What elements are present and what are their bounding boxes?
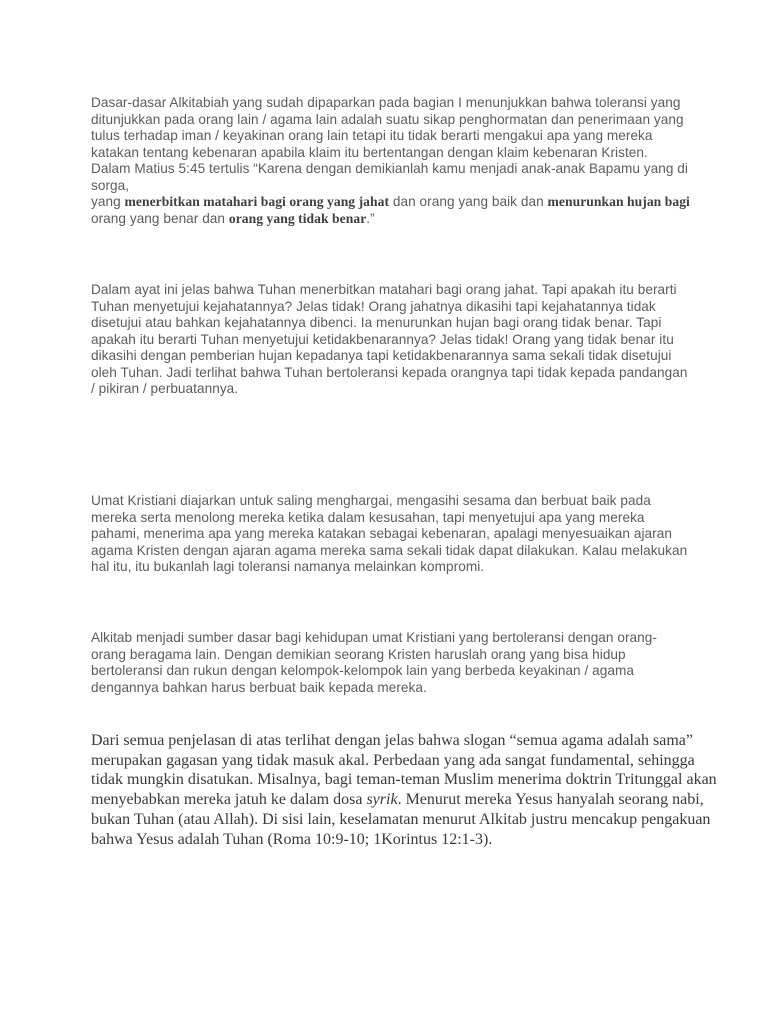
paragraph-1-text-d: orang yang benar dan [91,210,229,226]
paragraph-1-text-e: .” [366,210,375,226]
paragraph-1-bold-1: menerbitkan matahari bagi orang yang jahat [124,194,390,209]
paragraph-1-text-b: yang [91,194,125,209]
paragraph-1 [91,95,691,227]
paragraph-5-italic: syrik [366,791,398,809]
paragraph-5-text-b: . Menurut mereka Yesus hanyalah seorang nabi, bukan Tuhan (atau Allah). Di sisi lain, keselamatan menurut Alkitab justru mencakup pengakuan bahwa Yesus adalah Tuhan (Roma 10:9-10; 1Korintus 12:1-3). [91,791,711,848]
paragraph-2: Dalam ayat ini jelas bahwa Tuhan menerbitkan matahari bagi orang jahat. Tapi apakah itu berarti Tuhan menyetujui kejahatannya? Jelas tidak! Orang jahatnya dikasihi tapi kejahatannya tidak disetujui atau bahkan kejahatannya dibenci. Ia menurunkan hujan bagi orang tidak benar. Tapi apakah itu berarti Tuhan menyetujui ketidakbenarannya? Jelas tidak! Orang yang tidak benar itu dikasihi dengan pemberian hujan kepadanya tapi ketidakbenarannya sama sekali tidak disetujui oleh Tuhan. Jadi terlihat bahwa Tuhan bertoleransi kepada orangnya tapi tidak kepada pandangan / pikiran / perbuatannya. [91,282,688,396]
paragraph-1-text-a: Dasar-dasar Alkitabiah yang sudah dipaparkan pada bagian I menunjukkan bahwa toleransi yang ditunjukkan pada orang lain / agama lain adalah suatu sikap penghormatan dan penerimaan yang tulus terhadap iman / keyakinan orang lain tetapi itu tidak berarti mengakui apa yang mereka katakan tentang kebenaran apabila klaim itu bertentangan dengan klaim kebenaran Kristen. Dalam Matius 5:45 tertulis “Karena dengan demikianlah kamu menjadi anak-anak Bapamu yang di sorga, [91,95,688,193]
paragraph-5 [91,731,721,849]
paragraph-1-bold-2: menurunkan hujan bagi [547,194,690,209]
paragraph-5-text-a: Dari semua penjelasan di atas terlihat dengan jelas bahwa slogan “semua agama adalah sama” merupakan gagasan yang tidak masuk akal. Perbedaan yang ada sangat fundamental, sehingga tidak mungkin disatukan. Misalnya, bagi teman-teman Muslim menerima doktrin Tritunggal akan menyebabkan mereka jatuh ke dalam dosa [91,732,717,809]
paragraph-1-text-c: dan orang yang baik dan [389,194,548,209]
paragraph-4: Alkitab menjadi sumber dasar bagi kehidupan umat Kristiani yang bertoleransi dengan orang-orang beragama lain. Dengan demikian seorang Kristen haruslah orang yang bisa hidup bertoleransi dan rukun dengan kelompok-kelompok lain yang berbeda keyakinan / agama dengannya bahkan harus berbuat baik kepada mereka. [91,630,657,695]
paragraph-1-bold-3: orang yang tidak benar [228,210,367,226]
paragraph-3: Umat Kristiani diajarkan untuk saling menghargai, mengasihi sesama dan berbuat baik pada mereka serta menolong mereka ketika dalam kesusahan, tapi menyetujui apa yang mereka pahami, menerima apa yang mereka katakan sebagai kebenaran, apalagi menyesuaikan ajaran agama Kristen dengan ajaran agama mereka sama sekali tidak dapat dilakukan. Kalau melakukan hal itu, itu bukanlah lagi toleransi namanya melainkan kompromi. [91,493,688,574]
